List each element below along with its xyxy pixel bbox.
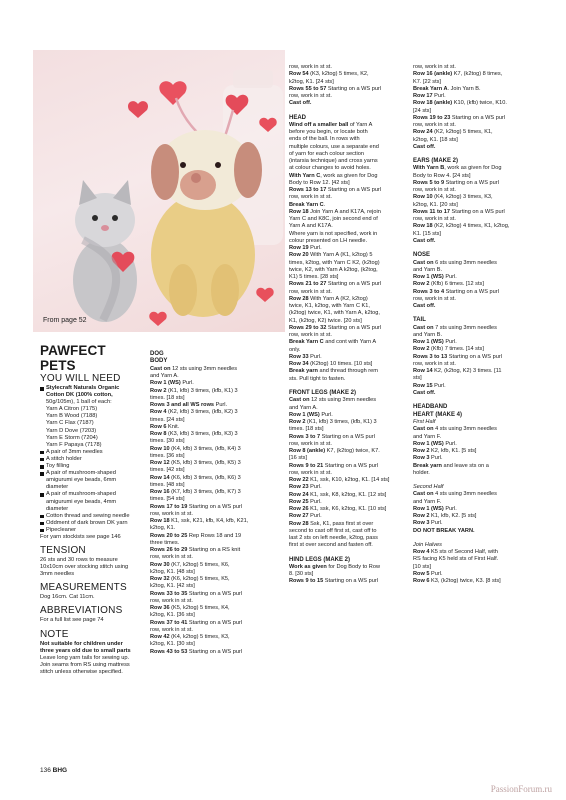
- pattern-line: Row 28 With Yarn A (K2, k2tog): [289, 295, 368, 302]
- pattern-line: Rows 3 to 7 Starting on a WS purl: [289, 433, 375, 440]
- pattern-line: Row 5 Purl.: [413, 570, 443, 577]
- pattern-line: Row 12 (K5, kfb) 3 times, (kfb, K5) 3: [150, 460, 241, 467]
- spacer: [413, 245, 541, 252]
- left-column: [40, 343, 144, 676]
- pattern-line: Row 8 (K3, kfb) 3 times, (kfb, K3) 3: [150, 431, 238, 438]
- yarn-item: Yarn D Dove (7203): [46, 427, 97, 434]
- pattern-line: holder.: [413, 469, 430, 476]
- measurements-text: Dog 16cm. Cat 11cm.: [40, 594, 95, 601]
- abbreviations-heading: ABBREVIATIONS: [40, 605, 123, 617]
- yarn-item: Yarn A Citron (7175): [46, 406, 98, 413]
- pattern-line: Row 1 (WS) Purl.: [413, 440, 457, 447]
- pattern-line: row, work in st st.: [413, 64, 456, 70]
- pattern-line: Row 26 K1, ssk, K6, k2tog, K1. [10 sts]: [289, 506, 387, 513]
- pattern-line: row, work in st st.: [289, 288, 332, 295]
- pattern-line: sts. Pull tight to fasten.: [289, 375, 346, 382]
- list-item-cont: diameter: [46, 484, 69, 491]
- pattern-line: first st over second and fasten off.: [289, 542, 373, 549]
- section-heading: HEAD: [289, 114, 307, 121]
- pattern-column-3: [289, 64, 417, 586]
- yarn-item: Yarn E Storm (7204): [46, 434, 98, 441]
- measurements-heading: MEASUREMENTS: [40, 582, 127, 594]
- you-will-need-heading: YOU WILL NEED: [40, 373, 121, 384]
- pattern-column-4: [413, 64, 541, 585]
- page-number: 136: [40, 767, 51, 774]
- pattern-line: [24 sts]: [413, 107, 432, 114]
- pattern-line: Cast on 4 sts using 3mm needles: [413, 491, 497, 498]
- list-item: Toy filling: [40, 463, 144, 470]
- pattern-line: Rows 29 to 32 Starting on a WS purl: [289, 324, 382, 331]
- pattern-line: row, work in st st.: [150, 554, 193, 561]
- pattern-line: Rows 33 to 35 Starting on a WS purl: [150, 590, 243, 597]
- stockists-note: For yarn stockists see page 146: [40, 533, 121, 540]
- pattern-line: k2tog, K1. [24 sts]: [289, 78, 334, 85]
- pattern-line: Cast on 4 sts using 3mm needles: [413, 426, 497, 433]
- pattern-line: K1, (k2tog, K2) twice. [20 sts]: [289, 317, 362, 324]
- pattern-line: Row 42 (K4, k2tog) 5 times, K3,: [150, 634, 230, 641]
- page-footer: [40, 767, 67, 774]
- pattern-line: Row 25 Purl.: [289, 498, 322, 505]
- pattern-line: and Yarn B.: [413, 331, 443, 338]
- pattern-line: times. [36 sts]: [150, 452, 185, 459]
- pattern-line: Row 1 (WS) Purl.: [289, 411, 333, 418]
- pattern-line: row, work in st st.: [289, 332, 332, 339]
- pattern-line: Row 10 (K4, kfb) 3 times, (kfb, K4) 3: [150, 445, 241, 452]
- pattern-line: row, work in st st.: [413, 295, 456, 302]
- pattern-line: Rows 17 to 19 Starting on a WS purl: [150, 503, 243, 510]
- yarn-item: Yarn F Papaya (7178): [46, 441, 102, 448]
- pattern-line: only.: [289, 346, 301, 353]
- pattern-line: times. [18 sts]: [150, 394, 185, 401]
- pattern-line: Row 2 (Kfb) 7 times. [14 sts]: [413, 346, 484, 353]
- pattern-line: Rows 21 to 27 Starting on a WS purl: [289, 281, 382, 288]
- pattern-line: times, k2tog, with Yarn C K2, (k2tog): [289, 259, 380, 266]
- pattern-line: times. [18 sts]: [289, 426, 324, 433]
- pattern-line: row, work in st st.: [413, 360, 456, 367]
- pattern-line: k2tog, K1. [42 sts]: [150, 583, 195, 590]
- list-item-cont: diameter: [46, 505, 69, 512]
- pattern-line: Work as given for Dog Body to Row: [289, 563, 380, 570]
- pattern-line: Row 16 (K7, kfb) 3 times, (kfb, K7) 3: [150, 489, 241, 496]
- pattern-line: Row 20 With Yarn A (K1, k2tog) 5: [289, 252, 373, 259]
- pattern-line: row, work in st st.: [289, 440, 332, 447]
- pattern-line: Rows 9 to 15 Starting on a WS purl: [289, 578, 378, 585]
- pattern-line: Cast on 12 sts using 3mm needles: [289, 397, 377, 404]
- pattern-line: DO NOT BREAK YARN.: [413, 527, 475, 534]
- section-heading: NOSE: [413, 252, 431, 259]
- pattern-line: Row 6 K3, (k2tog) twice, K3. [8 sts]: [413, 578, 501, 585]
- text-line: Leave long yarn tails for sewing up.: [40, 654, 130, 661]
- pattern-line: (intarsia technique) and cross yarns: [289, 158, 378, 165]
- pattern-line: Row 10 (K4, k2tog) 3 times, K3,: [413, 194, 493, 201]
- pattern-line: row, work in st st.: [413, 122, 456, 128]
- pattern-line: K1. [15 sts]: [413, 230, 441, 237]
- section-heading: FRONT LEGS (MAKE 2): [289, 389, 356, 396]
- pattern-line: Yarn C and K8C, join second end of: [289, 216, 378, 223]
- pattern-line: RS facing K5 held sts of First Half.: [413, 556, 499, 563]
- list-item: Oddment of dark brown DK yarn: [40, 520, 144, 527]
- pattern-line: row, work in st st.: [150, 597, 193, 604]
- pattern-line: multiple colours, use a separate end: [289, 143, 379, 150]
- list-item-cont: amigurumi eye beads, 6mm: [46, 477, 117, 484]
- pattern-line: Row 18 K1, ssk, K21, kfb, K4, kfb, K21,: [150, 518, 249, 525]
- pattern-line: times. [48 sts]: [150, 481, 185, 488]
- photo-caption: From page 52: [43, 317, 87, 324]
- pattern-title: PAWFECT PETS: [40, 343, 106, 373]
- pattern-line: Row 54 (K3, k2tog) 5 times, K2,: [289, 71, 369, 78]
- section-heading: HEART (MAKE 4): [413, 411, 462, 418]
- pattern-line: Rows 20 to 25 Rep Rows 18 and 19: [150, 532, 242, 539]
- spacer: [289, 550, 417, 557]
- pattern-line: Rows 19 to 23 Starting on a WS purl: [413, 114, 506, 121]
- pattern-line: Break yarn and leave sts on a: [413, 462, 489, 469]
- pattern-line: Rows 11 to 17 Starting on a WS purl: [413, 208, 505, 215]
- pattern-line: Row 33 Purl.: [289, 353, 322, 360]
- list-item: A pair of mushroom-shaped: [40, 491, 144, 498]
- pattern-line: Cast on 7 sts using 3mm needles: [413, 324, 497, 331]
- pattern-line: k2tog, K1. [18 sts]: [413, 136, 458, 143]
- tension-text: [40, 557, 144, 578]
- pattern-line: Row 2 (K1, kfb) 3 times, (kfb, K1) 3: [289, 419, 377, 426]
- tension-heading: TENSION: [40, 545, 86, 557]
- pattern-line: Row 30 (K7, k2tog) 5 times, K6,: [150, 561, 230, 568]
- pattern-line: row, work in st st.: [150, 626, 193, 633]
- note-text: [40, 655, 144, 676]
- pattern-photo: [33, 50, 285, 332]
- pattern-column-2: [150, 351, 278, 656]
- pattern-line: Rows 26 to 29 Starting on a RS knit: [150, 547, 241, 554]
- section-heading: EARS (MAKE 2): [413, 158, 459, 164]
- knitted-toys-illustration: [33, 50, 285, 332]
- pattern-line: [10 sts]: [413, 563, 432, 570]
- pattern-line: row, work in st st.: [150, 510, 193, 517]
- pattern-line: Row 2 K2, kfb, K1. [5 sts]: [413, 448, 477, 455]
- yarn-list: [40, 406, 144, 449]
- pattern-line: Row 8 (ankle) K7, (k2tog) twice, K7.: [289, 448, 380, 455]
- abbreviations-text: For a full list see page 74: [40, 617, 104, 624]
- pattern-line: Row 16 (ankle) K7, (k2tog) 8 times,: [413, 71, 503, 78]
- pattern-line: twice, K1, k2tog, with Yarn C K1,: [289, 303, 370, 310]
- pattern-line: Rows 9 to 21 Starting on a WS purl: [289, 462, 378, 469]
- pattern-line: row, work in st st.: [289, 194, 332, 201]
- text-line: three years old due to small parts: [40, 647, 131, 654]
- pattern-line: k2tog, K1.: [150, 525, 176, 532]
- pattern-line: Row 18 (K2, k2tog) 4 times, K1, k2tog,: [413, 223, 510, 230]
- pattern-line: 8. [30 sts]: [289, 571, 314, 578]
- pattern-line: Row 19 Purl.: [289, 245, 322, 252]
- list-item: Cotton thread and sewing needle: [40, 513, 144, 520]
- pattern-line: Rows 55 to 57 Starting on a WS purl: [289, 85, 382, 92]
- pattern-line: Row 2 (K1, kfb) 3 times, (kfb, K1) 3: [150, 387, 238, 394]
- pattern-line: Rows 37 to 41 Starting on a WS purl: [150, 619, 243, 626]
- materials-list: [40, 449, 144, 534]
- pattern-line: Cast off.: [413, 389, 436, 396]
- pattern-line: (k2tog) twice, K1, with Yarn A, k2tog,: [289, 310, 380, 317]
- pattern-line: Row 18 Join Yarn A and K17A, rejoin: [289, 208, 381, 215]
- pattern-line: second to cast off first st, cast off to: [289, 527, 377, 534]
- pattern-line: Row 2 K1, kfb, K2. [5 sts]: [413, 513, 477, 520]
- pattern-line: Body to Row 12. [42 sts]: [289, 179, 350, 186]
- pattern-line: row, work in st st.: [413, 216, 456, 223]
- pattern-line: Cast off.: [289, 100, 312, 107]
- pattern-line: last 2 sts on left needle, k2tog, pass: [289, 535, 378, 542]
- pattern-line: Rows 3 to 4 Starting on a WS purl: [413, 288, 499, 295]
- pattern-line: Row 28 Ssk, K1, pass first st over: [289, 520, 374, 527]
- pattern-line: Row 24 K1, ssk, K8, k2tog, K1. [12 sts]: [289, 491, 387, 498]
- subsection-heading: Second Half: [413, 484, 444, 491]
- pattern-line: K1) 5 times. [28 sts]: [289, 274, 339, 281]
- pattern-line: Yarn A and K17A.: [289, 223, 333, 230]
- pattern-line: Row 22 K1, ssk, K10, k2tog, K1. [14 sts]: [289, 477, 390, 484]
- pattern-line: row, work in st st.: [289, 469, 332, 476]
- pattern-line: Cast off.: [413, 143, 436, 150]
- list-item: Stylecraft Naturals Organic: [40, 385, 144, 392]
- text-line: 26 sts and 30 rows to measure: [40, 557, 118, 564]
- pattern-line: of yarn for each colour section: [289, 150, 364, 157]
- spacer: [413, 310, 541, 317]
- pattern-line: Rows 13 to 17 Starting on a WS purl: [289, 187, 382, 194]
- pattern-line: Row 36 (K5, k2tog) 5 times, K4,: [150, 605, 230, 612]
- pattern-line: Row 17 Purl.: [413, 93, 446, 99]
- pattern-line: k2tog, K1. [30 sts]: [150, 641, 195, 648]
- section-heading: HIND LEGS (MAKE 2): [289, 556, 351, 563]
- pattern-line: colour presented on LH needle.: [289, 237, 368, 244]
- text-line: Not suitable for children under: [40, 640, 123, 647]
- pattern-line: times. [54 sts]: [150, 496, 185, 503]
- section-heading: HEADBAND: [413, 404, 448, 411]
- pattern-line: Row 14 (K6, kfb) 3 times, (kfb, K6) 3: [150, 474, 241, 481]
- pattern-line: Row 24 (K2, k2tog) 5 times, K1,: [413, 129, 493, 136]
- spacer: [413, 535, 541, 542]
- pattern-line: row, work in st st.: [289, 64, 332, 70]
- pattern-line: Row 1 (WS) Purl.: [150, 380, 194, 387]
- pattern-line: row, work in st st.: [289, 93, 332, 99]
- pattern-line: times. [30 sts]: [150, 438, 185, 445]
- pattern-line: and Yarn A.: [289, 404, 318, 411]
- pattern-line: k2tog, K1. [20 sts]: [413, 201, 458, 208]
- pattern-line: Row 23 Purl.: [289, 484, 322, 491]
- pattern-line: Row 4 (K2, kfb) 3 times, (kfb, K2) 3: [150, 409, 238, 416]
- pattern-line: Row 4 K5 sts of Second Half, with: [413, 549, 498, 556]
- note-heading: NOTE: [40, 628, 69, 640]
- pattern-line: and Yarn F.: [413, 433, 442, 440]
- pattern-line: Where yarn is not specified, work in: [289, 230, 378, 237]
- pattern-line: sts]: [413, 375, 422, 382]
- text-line: 3mm needles: [40, 571, 75, 578]
- subsection-heading: First Half: [413, 419, 436, 426]
- pattern-line: and Yarn B.: [413, 266, 443, 273]
- pattern-line: Wind off a smaller ball of Yarn A: [289, 121, 373, 128]
- pattern-line: Cast on 12 sts using 3mm needles: [150, 365, 238, 372]
- pattern-line: [16 sts]: [289, 455, 308, 462]
- pattern-line: three times.: [150, 539, 180, 546]
- pattern-line: twice, K2, with Yarn A k2tog, (k2tog,: [289, 266, 378, 273]
- pattern-line: Row 27 Purl.: [289, 513, 322, 520]
- pattern-line: Cast on 6 sts using 3mm needles: [413, 259, 497, 266]
- pattern-line: Row 3 Purl.: [413, 520, 443, 527]
- pattern-line: ends of the ball. In rows with: [289, 136, 360, 143]
- pattern-line: Row 2 (Kfb) 6 times. [12 sts]: [413, 281, 484, 288]
- pattern-line: times. [42 sts]: [150, 467, 185, 474]
- pattern-line: Row 15 Purl.: [413, 382, 446, 389]
- pattern-line: Body to Row 4. [24 sts]: [413, 172, 471, 179]
- pattern-line: and Yarn F.: [413, 498, 442, 505]
- pattern-line: Break Yarn A. Join Yarn B.: [413, 85, 481, 92]
- yarn-item: Yarn C Flax (7187): [46, 420, 94, 427]
- pattern-line: Rows 5 to 9 Starting on a WS purl: [413, 179, 499, 186]
- pattern-line: Rows 3 and all WS rows Purl.: [150, 402, 228, 409]
- note-warning: [40, 641, 144, 655]
- pattern-line: Row 1 (WS) Purl.: [413, 339, 457, 346]
- text-line: stitch unless otherwise specified.: [40, 668, 123, 675]
- magazine-name: BHG: [52, 767, 68, 774]
- pattern-line: Rows 3 to 13 Starting on a WS purl: [413, 353, 502, 360]
- pattern-line: Rows 43 to 53 Starting on a WS purl: [150, 648, 243, 655]
- section-heading: DOG: [150, 351, 164, 357]
- spacer: [289, 383, 417, 390]
- list-item: A pair of mushroom-shaped: [40, 470, 144, 477]
- text-line: Join seams from RS using mattress: [40, 661, 130, 668]
- pattern-line: Row 1 (WS) Purl.: [413, 505, 457, 512]
- list-item-cont: 50g/105m), 1 ball of each:: [46, 399, 112, 406]
- pattern-line: Row 18 (ankle) K10, (kfb) twice, K10.: [413, 100, 507, 107]
- pattern-line: row, work in st st.: [413, 187, 456, 194]
- text-line: 10x10cm over stocking stitch using: [40, 564, 129, 571]
- pattern-line: times. [24 sts]: [150, 416, 185, 423]
- spacer: [289, 108, 417, 115]
- pattern-line: Row 32 (K6, k2tog) 5 times, K5,: [150, 576, 230, 583]
- spacer: [413, 397, 541, 404]
- pattern-line: Cast off.: [413, 303, 436, 310]
- pattern-line: K7. [22 sts]: [413, 78, 441, 85]
- pattern-line: before you begin, or locate both: [289, 129, 368, 136]
- section-heading: TAIL: [413, 317, 426, 324]
- pattern-line: k2tog, K1. [36 sts]: [150, 612, 195, 619]
- list-item-cont: Cotton DK (100% cotton,: [46, 392, 113, 399]
- watermark: PassionForum.ru: [490, 784, 552, 794]
- spacer: [413, 477, 541, 484]
- pattern-line: at colour changes to avoid holes.: [289, 165, 371, 172]
- pattern-line: With Yarn B, work as given for Dog: [413, 165, 502, 172]
- pattern-line: and Yarn A.: [150, 373, 179, 380]
- pattern-line: With Yarn C, work as given for Dog: [289, 172, 378, 179]
- yarn-item: Yarn B Wood (7188): [46, 413, 98, 420]
- pattern-line: Break Yarn C.: [289, 201, 326, 208]
- list-item: A pair of 3mm needles: [40, 449, 144, 456]
- pattern-line: Row 3 Purl.: [413, 455, 443, 462]
- subsection-heading: Join Halves: [413, 541, 442, 548]
- pattern-line: Row 6 Knit.: [150, 423, 180, 430]
- pattern-line: Row 14 K2, (k2tog, K2) 3 times. [11: [413, 368, 502, 375]
- section-heading: BODY: [150, 358, 168, 365]
- pattern-line: Row 1 (WS) Purl.: [413, 274, 457, 281]
- list-item: A stitch holder: [40, 456, 144, 463]
- spacer: [413, 151, 541, 158]
- pattern-line: Break yarn and thread through rem: [289, 368, 378, 375]
- pattern-line: Cast off.: [413, 237, 436, 244]
- list-item-cont: amigurumi eye beads, 4mm: [46, 498, 117, 505]
- pattern-line: Break Yarn C and cont with Yarn A: [289, 339, 377, 346]
- pattern-line: k2tog, K1. [48 sts]: [150, 568, 195, 575]
- pattern-line: Row 34 (K2tog) 10 times. [10 sts]: [289, 361, 373, 368]
- list-item: Pipecleaner: [40, 527, 144, 534]
